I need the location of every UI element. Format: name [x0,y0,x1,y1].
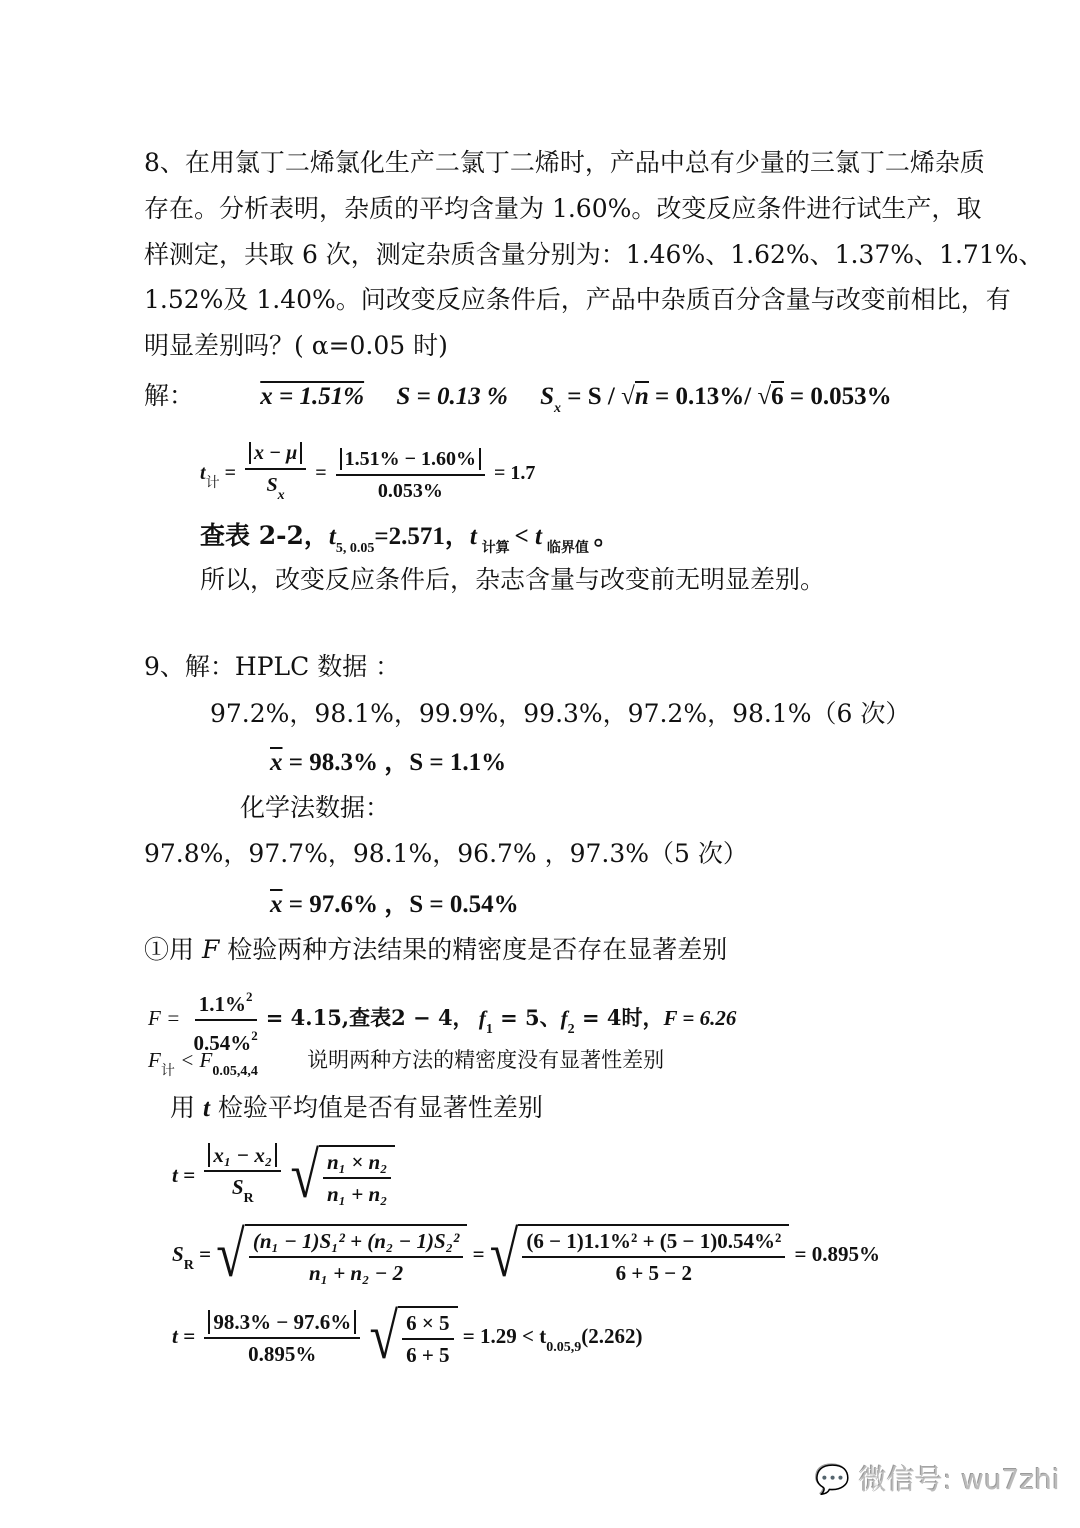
sx-symbol: S [540,383,554,410]
heading-F: F [201,935,220,964]
f-crit-sub: 0.05,4,4 [212,1064,258,1079]
t-num: x₁ − x₂ [208,1143,277,1167]
chem-mean-symbol: $\overline{x}$ [270,891,283,918]
mean-value: x = 1.51% [260,383,365,410]
f-formula: F = $\frac{1.1\%^2}{0.54\%^2}$ = 4.15,查表2 − 4， $f_1 = 5$、$f_2 = 4$时，F = 6.26 [148,982,736,1058]
t2-sub: 0.05,9 [546,1339,582,1355]
t-numerator-values: 1.51% − 1.60% [340,448,481,470]
t2-lhs: t = [172,1323,196,1348]
q8-conclusion: 所以，改变反应条件后，杂志含量与改变前无明显差别。 [200,565,826,594]
f-calc: F [148,1048,161,1072]
lookup-t3: t [535,523,542,550]
t-formula: t = $\frac{\text{x₁ − x₂}}{S_R}$ √ $\frac{\text{n₁ × n₂}}{\text{n₁ + n₂}}$ [172,1140,395,1214]
sqrt-num: n₁ × n₂ [323,1147,391,1179]
chem-stats [270,889,519,921]
wechat-watermark [815,1458,1060,1498]
sr-formula: $S_R$ = √ $\frac{\text{(n₁ − 1)S₁² + (n₂ − 1)S₂²}}{\text{n₁ + n₂ − 2}}$ = √ $\frac{\text{(6 − 1)1.1\%² + (5 − 1)0.54\%²}}{6 + 5 - 2}$ = 0.895% [172,1219,881,1291]
lookup-lt: < [514,523,536,550]
t-denominator: S [266,474,278,496]
f1-value: = 5、 [492,1004,561,1030]
q8-line-2: 存在。分析表明，杂质的平均含量为 1.60%。改变反应条件进行试生产，取 [144,194,982,223]
chem-data: 97.8%，97.7%，98.1%，96.7% ，97.3%（5 次） [144,839,748,868]
t-result: = 1.7 [494,462,536,485]
t-numerator: x − μ [249,442,302,464]
sx-result: = 0.053% [783,383,892,410]
chem-stats-values: = 97.6% ，S = 0.54% [282,891,519,918]
heading-part: ①用 [144,935,202,964]
chem-label: 化学法数据： [240,793,391,822]
t2-sqrt-den: 6 + 5 [406,1343,450,1367]
f-conclusion: 说明两种方法的精密度没有显著性差别 [307,1048,665,1072]
hplc-stats [270,747,506,779]
q8-stats-line [144,380,892,425]
t-lhs: t = [172,1162,196,1187]
f2-value: = 4时， [574,1004,664,1030]
sqrt-den: n₁ + n₂ [326,1182,388,1206]
lookup-sub: 5, 0.05 [335,541,375,556]
wechat-icon: 💬 [815,1463,850,1496]
sx-n: n [634,383,649,410]
sr-num: (n₁ − 1)S₁² + (n₂ − 1)S₂² [249,1226,463,1258]
lookup-critical: 临界值 [541,540,594,556]
heading-t: t [202,1095,210,1122]
q9-title: 9、解：HPLC 数据 ： [144,652,401,681]
f-critical: F = 6.26 [663,1005,737,1030]
sx-part: = 0.13%/ [648,383,758,410]
std-dev: S = 0.13 % [396,383,508,410]
std-err: $S_x = S / √n = 0.13\%/$ √6 = 0.053% [540,383,892,416]
sr-num-values: (6 − 1)1.1%² + (5 − 1)0.54%² [522,1226,785,1258]
f1: f [478,1005,486,1030]
q8-line-5: 明显差别吗？( α=0.05 时) [144,331,448,360]
f2: f [560,1005,568,1030]
t-den-sub: R [243,1191,254,1206]
q8-line-1: 8、在用氯丁二烯氯化生产二氯丁二烯时，产品中总有少量的三氯丁二烯杂质 [144,148,985,177]
t2-sqrt-num: 6 × 5 [402,1308,453,1340]
t-denominator-values: 0.053% [377,479,443,502]
t-den: S [231,1175,244,1199]
t-calc-formula: $t_计$ = $\frac{x - \mu}{S_x}$ = $\frac{1.51\% - 1.60\%}{0.053\%}$ = 1.7 [200,438,535,511]
f-test-heading [144,934,727,966]
lookup-t2: t [469,523,477,550]
t2-result: = 1.29 < t [462,1323,547,1348]
t2-num: 98.3% − 97.6% [208,1310,356,1334]
lookup-end: 。 [593,523,619,550]
sr-den-values: 6 + 5 − 2 [615,1261,693,1285]
t-den-sub: x [277,488,285,503]
f-calc-sub: 计 [160,1063,175,1079]
lookup-calc: 计算 [476,540,515,556]
solution-label: 解： [144,381,195,410]
table-lookup-line [200,520,619,565]
lookup-text: 查表 2-2， [200,521,329,550]
f-lhs: F = [148,1005,181,1030]
lookup-t: t [328,523,336,550]
q8-line-4: 1.52%及 1.40%。问改变反应条件后，产品中杂质百分含量与改变前相比，有 [144,285,1011,314]
t-test-heading [170,1092,543,1125]
t2-den: 0.895% [248,1342,317,1366]
t-value-formula: t = $\frac{98.3\% - 97.6\%}{0.895\%}$ √ $\frac{6 \times 5}{6 + 5}$ = $1.29 < t_{0.05,9}(2.262)$ [172,1301,643,1373]
q8-line-3: 样测定，共取 6 次，测定杂质含量分别为：1.46%、1.62%、1.37%、1.71%、 [144,240,1044,269]
watermark-text: 微信号: wu7zhi [858,1463,1060,1496]
hplc-stats-values: = 98.3% ，S = 1.1% [282,749,507,776]
hplc-data: 97.2%，98.1%，99.9%，99.3%，97.2%，98.1%（6 次） [210,699,911,728]
sr-symbol: S [172,1241,184,1266]
f-comparison [148,1044,664,1088]
f-rest: = 4.15,查表2 − 4， [265,1004,474,1030]
sx-6: 6 [771,383,784,410]
f-lt: < F [174,1048,213,1072]
sr-sub: R [183,1257,194,1273]
f-num: 1.1% [198,992,246,1016]
sx-sub: x [553,401,561,416]
hplc-mean-symbol: $\overline{x}$ [270,749,283,776]
t-sub: 计 [205,475,220,492]
sr-den: n₁ + n₂ − 2 [308,1261,404,1285]
heading-part: 检验两种方法结果的精密度是否存在显著差别 [219,935,728,964]
lookup-value: =2.571， [374,523,470,550]
t2-critical: (2.262) [581,1323,643,1348]
heading-part: 用 [170,1093,203,1122]
f-den: 0.54% [193,1031,252,1055]
t-symbol: t [200,462,206,485]
sr-result: = 0.895% [794,1241,881,1266]
sx-part: = S / [567,383,622,410]
heading-part: 检验平均值是否有显著性差别 [209,1093,543,1122]
